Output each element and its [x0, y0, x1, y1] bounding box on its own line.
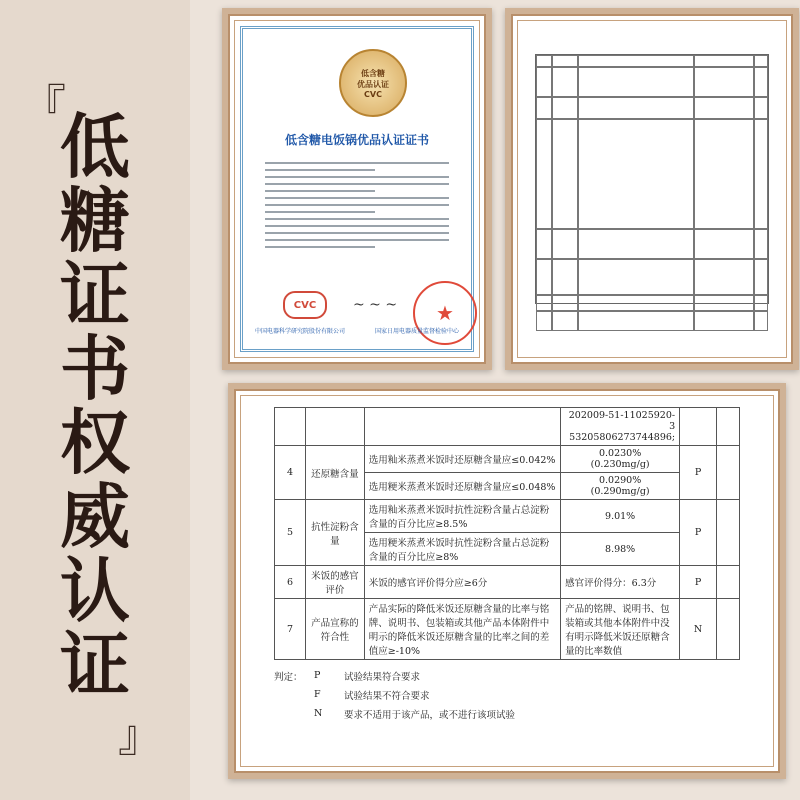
footer-left: 中国电器科学研究院股份有限公司 [255, 328, 346, 335]
verdict-cell: P [680, 566, 717, 599]
item-number: 6 [275, 566, 306, 599]
table-row [275, 446, 740, 473]
table-row [275, 599, 740, 660]
certificate-body-text [265, 157, 449, 253]
result-cell: 感官评价得分：6.3分 [561, 566, 680, 599]
badge-text: 低含糖 [361, 68, 385, 78]
legend-code: P [314, 670, 321, 681]
title-char: 低 [60, 106, 130, 188]
table-row [275, 500, 740, 533]
legend-text: 试验结果不符合要求 [344, 690, 430, 702]
report-table [535, 54, 769, 304]
certificate-frame [222, 8, 492, 370]
result-cell: 8.98% [561, 533, 680, 566]
table-row [275, 408, 740, 446]
verdict-cell: P [680, 446, 717, 500]
requirement-cell: 米饭的感官评价得分应≥6分 [364, 566, 560, 599]
red-seal-icon: ★ [413, 281, 477, 345]
verdict-legend [274, 666, 740, 723]
result-cell: 9.01% [561, 500, 680, 533]
item-name: 米饭的感官评价 [305, 566, 364, 599]
title-char: 威 [60, 476, 130, 558]
results-page-frame [228, 383, 786, 779]
legend-title: 判定： [274, 671, 303, 683]
signature: ~ ~ ~ [353, 297, 398, 313]
results-document [274, 407, 740, 755]
title-char: 权 [60, 402, 130, 484]
cvc-logo: CVC [283, 291, 327, 319]
verdict-cell: P [680, 500, 717, 566]
badge-text: CVC [364, 89, 382, 99]
item-name: 还原糖含量 [305, 446, 364, 500]
title-char: 证 [60, 624, 130, 706]
title-char: 认 [60, 550, 130, 632]
results-table [274, 407, 740, 660]
certification-badge [339, 49, 407, 117]
item-name: 抗性淀粉含量 [305, 500, 364, 566]
requirement-cell: 选用籼米蒸煮米饭时还原糖含量应≤0.042% [364, 446, 560, 473]
badge-text: 优品认证 [357, 79, 389, 89]
requirement-cell: 选用粳米蒸煮米饭时还原糖含量应≤0.048% [364, 473, 560, 500]
bracket-close: 』 [118, 711, 162, 762]
result-cell: 产品的铭牌、说明书、包装箱或其他本体附件中没有明示降低米饭还原糖含量的比率数值 [561, 599, 680, 660]
requirement-cell: 产品实际的降低米饭还原糖含量的比率与铭牌、说明书、包装箱或其他产品本体附件中明示的降低米饭还原糖含量的比率之间的差值应≥-10% [364, 599, 560, 660]
item-number: 7 [275, 599, 306, 660]
result-cell: 0.0290% (0.290mg/g) [561, 473, 680, 500]
footer-right: 国家日用电器质量监督检验中心 [374, 328, 459, 335]
requirement-cell: 选用籼米蒸煮米饭时抗性淀粉含量占总淀粉含量的百分比应≥8.5% [364, 500, 560, 533]
legend-text: 要求不适用于该产品，或不进行该项试验 [344, 709, 516, 721]
certificate-footer [255, 326, 459, 335]
certificate-title: 低含糖电饭锅优品认证证书 [284, 133, 429, 147]
requirement-cell: 选用粳米蒸煮米饭时抗性淀粉含量占总淀粉含量的百分比应≥8% [364, 533, 560, 566]
verdict-cell: N [680, 599, 717, 660]
result-cell: 0.0230% (0.230mg/g) [561, 446, 680, 473]
report-page-frame [505, 8, 799, 370]
legend-text: 试验结果符合要求 [344, 671, 421, 683]
bracket-open: 『 [22, 81, 66, 132]
table-row [275, 566, 740, 599]
item-number: 5 [275, 500, 306, 566]
title-char: 证 [60, 254, 130, 336]
legend-code: N [314, 708, 323, 719]
title-char: 书 [60, 328, 130, 410]
title-char: 糖 [60, 180, 130, 262]
item-number: 4 [275, 446, 306, 500]
vertical-title [50, 106, 140, 706]
legend-code: F [314, 689, 321, 700]
result-cell: 202009-51-11025920-3 53205806273744896; [561, 408, 680, 446]
item-name: 产品宣称的符合性 [305, 599, 364, 660]
certificate-border [240, 26, 474, 352]
